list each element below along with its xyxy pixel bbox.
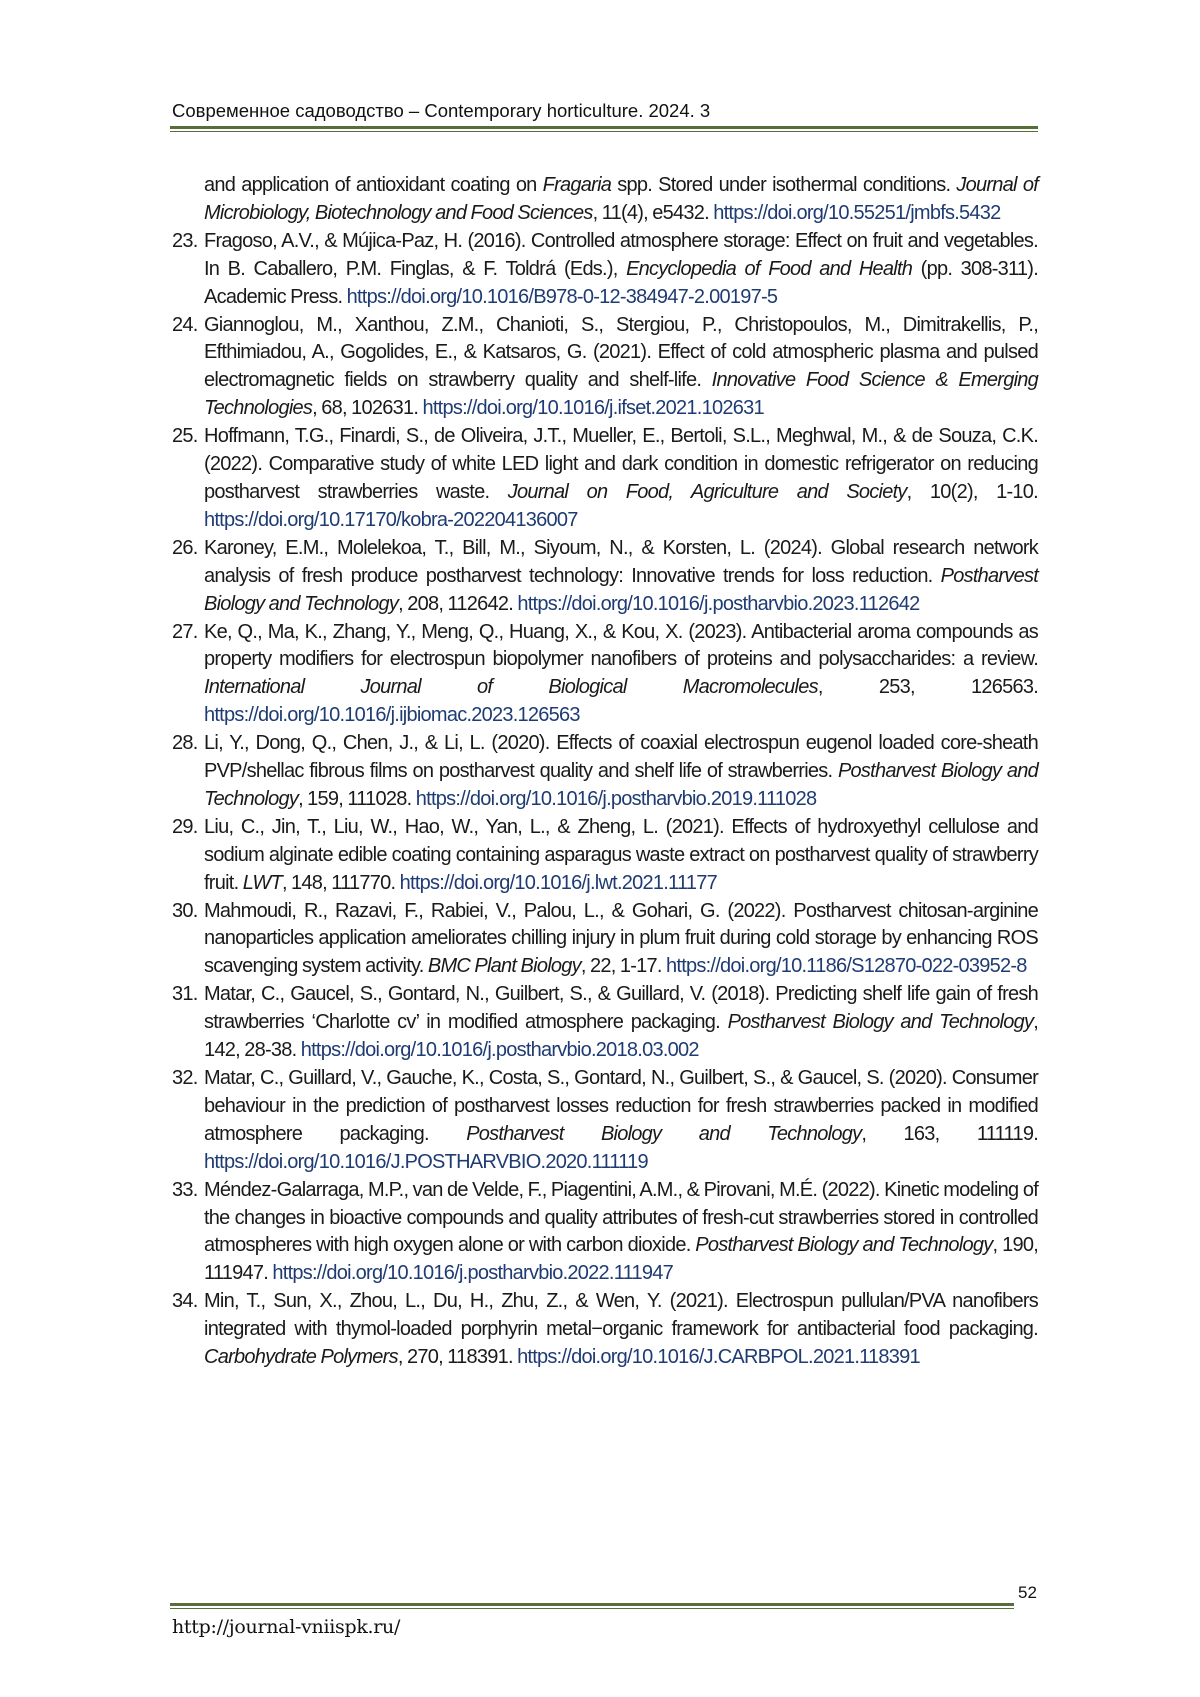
reference-details: (pp. 308-311). Academic Press. — [204, 257, 1039, 308]
reference-text: Mahmoudi, R., Razavi, F., Rabiei, V., Palou, L., & Gohari, G. (2022). Postharvest chitosan-arginine nanoparticles application ameliorates chilling injury in plum fruit during cold storage by enhancing ROS scavenging system activity. — [204, 899, 1038, 978]
reference-details: , 68, 102631. — [312, 397, 423, 420]
reference-text: Karoney, E.M., Molelekoa, T., Bill, M., Siyoum, N., & Korsten, L. (2024). Global research network analysis of fresh produce postharvest technology: Innovative trends for loss reduction. — [204, 536, 1038, 587]
journal-name: Encyclopedia of Food and Health — [626, 257, 913, 280]
reference-30 — [172, 898, 1038, 982]
reference-number: 30. — [172, 899, 198, 922]
reference-details: , 270, 118391. — [397, 1346, 518, 1369]
reference-details: , 190, 111947. — [204, 1234, 1039, 1285]
doi-link[interactable]: https://doi.org/10.1016/j.lwt.2021.11177 — [399, 871, 717, 894]
reference-number: 31. — [172, 983, 198, 1006]
journal-name: Postharvest Biology and Technology — [466, 1122, 862, 1145]
reference-number: 27. — [172, 620, 198, 643]
reference-details: , 208, 112642. — [398, 592, 518, 615]
reference-text: Matar, C., Guillard, V., Gauche, K., Costa, S., Gontard, N., Guilbert, S., & Gaucel, S. (2020). Consumer behaviour in the prediction of postharvest losses reduction for fresh strawberries packed in modified atmosphere packaging. — [204, 1067, 1038, 1145]
reference-text: Matar, C., Gaucel, S., Gontard, N., Guilbert, S., & Guillard, V. (2018). Predicting shelf life gain of fresh strawberries ‘Charlotte cv’ in modified atmosphere packaging. — [204, 983, 1038, 1034]
reference-details: , 22, 1-17. — [580, 955, 667, 978]
journal-name: Postharvest Biology and Technology — [695, 1234, 993, 1257]
journal-name: Journal on Food, Agriculture and Society — [507, 480, 907, 503]
reference-text: Ke, Q., Ma, K., Zhang, Y., Meng, Q., Huang, X., & Kou, X. (2023). Antibacterial aroma compounds as property modifiers for electrospun biopolymer nanofibers of proteins and polysaccharides: a review. — [204, 620, 1038, 671]
reference-text: and application of antioxidant coating on — [204, 174, 543, 196]
doi-link[interactable]: https://doi.org/10.55251/jmbfs.5432 — [713, 201, 1001, 224]
header-rule-thin — [170, 131, 1038, 132]
doi-link[interactable]: https://doi.org/10.1016/J.POSTHARVBIO.2020.111119 — [204, 1150, 648, 1173]
header-rule — [170, 126, 1038, 129]
reference-text: Fragoso, A.V., & Mújica-Paz, H. (2016). Controlled atmosphere storage: Effect on fruit and vegetables. In B. Caballero, P.M. Finglas, & F. Toldrá (Eds.), — [204, 229, 1038, 280]
doi-link[interactable]: https://doi.org/10.1016/j.postharvbio.2023.112642 — [517, 592, 920, 615]
reference-32 — [172, 1065, 1038, 1177]
reference-28 — [172, 730, 1038, 814]
reference-number: 29. — [172, 815, 198, 838]
doi-link[interactable]: https://doi.org/10.1016/j.postharvbio.2019.111028 — [415, 787, 817, 810]
reference-text: Hoffmann, T.G., Finardi, S., de Oliveira, J.T., Mueller, E., Bertoli, S.L., Meghwal, M., & de Souza, C.K. (2022). Comparative study of white LED light and dark condition in domestic refrigerator on reducing postharvest strawberries waste. — [204, 425, 1038, 503]
footer-rule — [170, 1603, 1014, 1606]
doi-link[interactable]: https://doi.org/10.1016/J.CARBPOL.2021.118391 — [517, 1346, 920, 1369]
doi-link[interactable]: https://doi.org/10.1016/j.postharvbio.2018.03.002 — [300, 1039, 699, 1062]
reference-list — [172, 172, 1038, 1372]
reference-continuation — [172, 172, 1038, 228]
reference-24 — [172, 312, 1038, 424]
journal-name: International Journal of Biological Macromolecules — [204, 676, 818, 699]
doi-link[interactable]: https://doi.org/10.1186/S12870-022-03952-8 — [666, 955, 1027, 978]
doi-link[interactable]: https://doi.org/10.17170/kobra-202204136007 — [204, 508, 578, 531]
footer-rule-thin — [170, 1608, 1014, 1609]
reference-29 — [172, 814, 1038, 898]
reference-number: 25. — [172, 425, 198, 448]
genus-name: Fragaria — [542, 174, 612, 196]
reference-number: 34. — [172, 1290, 198, 1313]
reference-text: spp. Stored under isothermal conditions. — [611, 174, 957, 196]
journal-name: Carbohydrate Polymers — [204, 1346, 398, 1369]
reference-text: Liu, C., Jin, T., Liu, W., Hao, W., Yan, L., & Zheng, L. (2021). Effects of hydroxyethyl cellulose and sodium alginate edible coating containing asparagus waste extract on postharvest quality of strawberry fruit. — [204, 815, 1038, 894]
reference-number: 26. — [172, 536, 198, 559]
reference-details: , 159, 111028. — [298, 787, 416, 810]
journal-name: LWT — [242, 871, 282, 894]
reference-details: , 11(4), e5432. — [592, 201, 714, 224]
reference-31 — [172, 981, 1038, 1065]
doi-link[interactable]: https://doi.org/10.1016/j.ijbiomac.2023.126563 — [204, 704, 580, 727]
journal-name: Postharvest Biology and Technology — [204, 760, 1038, 810]
journal-name: Innovative Food Science & Emerging Technologies — [204, 369, 1039, 420]
doi-link[interactable]: https://doi.org/10.1016/B978-0-12-384947-2.00197-5 — [346, 285, 778, 308]
doi-link[interactable]: https://doi.org/10.1016/j.ifset.2021.102631 — [422, 397, 764, 420]
reference-text: Giannoglou, M., Xanthou, Z.M., Chanioti, S., Stergiou, P., Christopoulos, M., Dimitrakellis, P., Efthimiadou, A., Gogolides, E., & Katsaros, G. (2021). Effect of cold atmospheric plasma and pulsed electromagnetic fields on strawberry quality and shelf-life. — [204, 313, 1038, 392]
reference-27 — [172, 619, 1038, 731]
page-number: 52 — [1018, 1583, 1037, 1602]
reference-23 — [172, 228, 1038, 312]
journal-name: BMC Plant Biology — [427, 955, 581, 978]
reference-number: 33. — [172, 1178, 198, 1201]
reference-text: Li, Y., Dong, Q., Chen, J., & Li, L. (2020). Effects of coaxial electrospun eugenol loaded core-sheath PVP/shellac fibrous films on postharvest quality and shelf life of strawberries. — [204, 732, 1038, 783]
reference-number: 23. — [172, 229, 198, 252]
reference-number: 32. — [172, 1067, 198, 1089]
reference-details: , 163, 111119. — [861, 1122, 1038, 1145]
footer-url[interactable]: http://journal-vniispk.ru/ — [172, 1616, 401, 1638]
reference-details: , 253, 126563. — [817, 676, 1039, 699]
journal-name: Journal of Microbiology, Biotechnology and Food Sciences — [204, 174, 1038, 224]
reference-26 — [172, 535, 1038, 619]
journal-name: Postharvest Biology and Technology — [727, 1011, 1034, 1034]
reference-details: , 142, 28-38. — [204, 1011, 1039, 1062]
reference-details: , 10(2), 1-10. — [906, 480, 1038, 503]
running-header: Современное садоводство – Contemporary horticulture. 2024. 3 — [172, 100, 711, 121]
reference-34 — [172, 1288, 1038, 1372]
reference-number: 28. — [172, 732, 198, 755]
reference-33 — [172, 1177, 1038, 1289]
reference-text: Min, T., Sun, X., Zhou, L., Du, H., Zhu, Z., & Wen, Y. (2021). Electrospun pullulan/PVA nanofibers integrated with thymol-loaded porphyrin metal−organic framework for antibacterial food packaging. — [204, 1290, 1038, 1341]
reference-text: Méndez-Galarraga, M.P., van de Velde, F., Piagentini, A.M., & Pirovani, M.É. (2022). Kinetic modeling of the changes in bioactive compounds and quality attributes of fresh-cut strawberries stored in controlled atmospheres with high oxygen alone or with carbon dioxide. — [204, 1178, 1038, 1257]
doi-link[interactable]: https://doi.org/10.1016/j.postharvbio.2022.111947 — [272, 1262, 674, 1285]
reference-number: 24. — [172, 313, 198, 336]
journal-name: Postharvest Biology and Technology — [204, 564, 1038, 615]
reference-details: , 148, 111770. — [281, 871, 400, 894]
reference-25 — [172, 423, 1038, 535]
